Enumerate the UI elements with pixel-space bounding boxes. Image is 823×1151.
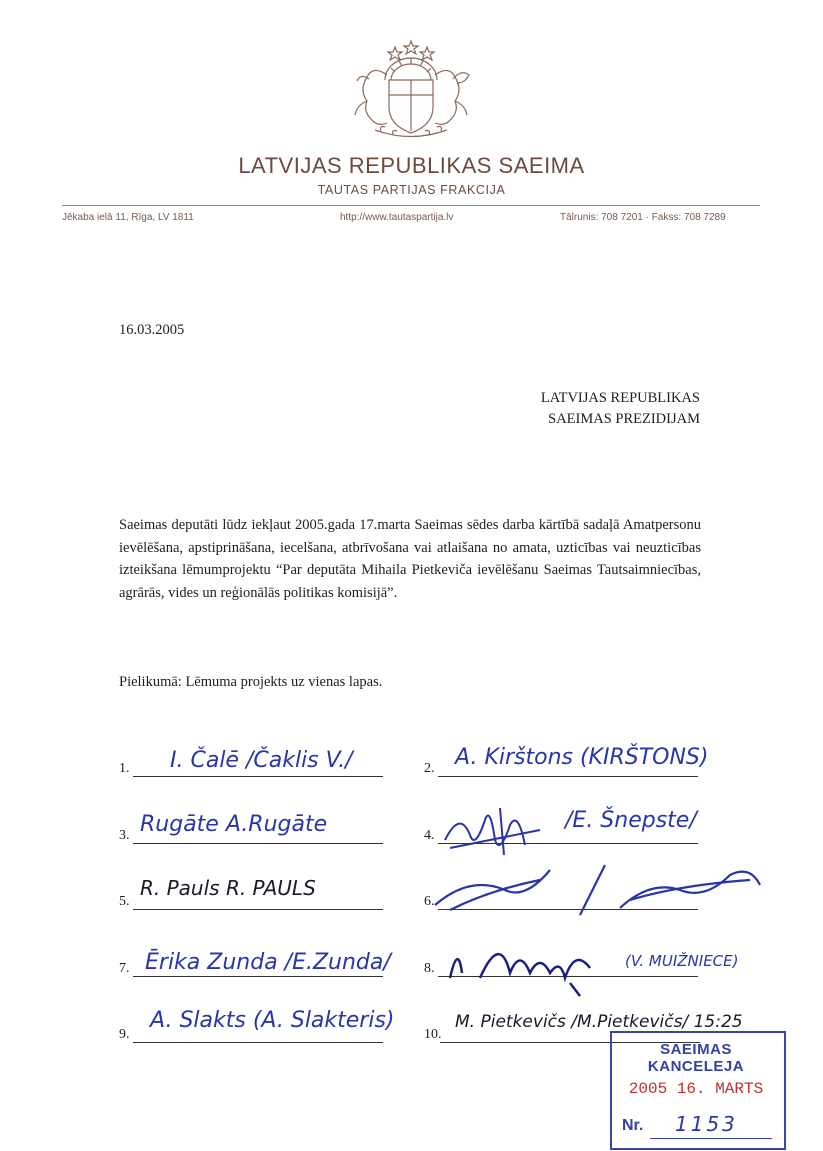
signature-handwriting: Rugāte A.Rugāte <box>140 812 328 837</box>
signature-number: 4. <box>424 828 435 843</box>
signature-number: 6. <box>424 894 435 909</box>
signature-line <box>133 976 383 977</box>
signature-number: 5. <box>119 894 130 909</box>
signature-number: 8. <box>424 961 435 976</box>
addressee-line-1: LATVIJAS REPUBLIKAS <box>540 390 700 406</box>
signature-number: 3. <box>119 828 130 843</box>
letterhead-subtitle: TAUTAS PARTIJAS FRAKCIJA <box>317 183 506 197</box>
letterhead-website: http://www.tautaspartija.lv <box>340 212 454 223</box>
signature-handwriting: /E. Šnepste/ <box>565 808 697 833</box>
signature-handwriting: Ērika Zunda /E.Zunda/ <box>145 950 391 975</box>
signature-scribble <box>440 928 610 998</box>
signature-handwriting: A. Slakts (A. Slakteris) <box>150 1008 395 1033</box>
signature-line <box>133 909 383 910</box>
stamp-date: 2005 16. MARTS <box>628 1080 764 1098</box>
signature-line <box>133 1042 383 1043</box>
stamp-number-line <box>650 1138 772 1139</box>
letterhead-title: LATVIJAS REPUBLIKAS SAEIMA <box>238 153 585 178</box>
letterhead-divider <box>62 205 760 206</box>
signature-line <box>438 776 698 777</box>
signature-handwriting: M. Pietkevičs /M.Pietkevičs/ 15:25 <box>455 1012 743 1032</box>
signature-line <box>133 776 383 777</box>
letter-body <box>119 514 701 604</box>
signature-number: 7. <box>119 961 130 976</box>
letterhead-address: Jēkaba ielā 11, Rīga, LV 1811 <box>62 212 194 223</box>
letter-date: 16.03.2005 <box>119 322 185 338</box>
signature-handwriting: R. Pauls R. PAULS <box>140 876 316 900</box>
stamp-number-label: Nr. <box>622 1117 644 1134</box>
body-text: Saeimas deputāti lūdz iekļaut 2005.gada 17.marta Saeimas sēdes darba kārtībā sadaļā Amatpersonu ievēlēšana, apstiprināšana, iecelšana, atbrīvošana vai atlaišana no amata, uzticības vai neuzticības izteikšana lēmumprojektu “Par deputāta Mihaila Pietkeviča ievēlēšanu Saeimas Tautsaimniecības, agrārās, vides un reģionālās politikas komisijā”. <box>119 517 701 601</box>
signature-scribble <box>440 800 550 860</box>
letterhead-phones: Tālrunis: 708 7201 · Fakss: 708 7289 <box>560 212 726 223</box>
signature-handwriting: I. Čalē /Čaklis V./ <box>170 748 353 773</box>
signature-number: 9. <box>119 1027 130 1042</box>
signature-line <box>133 843 383 844</box>
signature-scribble <box>430 860 770 920</box>
stamp-number-value: 1153 <box>675 1112 738 1136</box>
signature-number: 1. <box>119 761 130 776</box>
signature-number: 2. <box>424 761 435 776</box>
stamp-title: SAEIMAS KANCELEJA <box>647 1041 745 1075</box>
coat-of-arms-icon <box>345 35 477 140</box>
signature-handwriting: A. Kirštons (KIRŠTONS) <box>455 745 709 770</box>
signature-number: 10. <box>424 1027 442 1042</box>
attachment-note: Pielikumā: Lēmuma projekts uz vienas lapas. <box>119 674 383 690</box>
addressee-line-2: SAEIMAS PREZIDIJAM <box>548 411 700 427</box>
signature-handwriting: (V. MUIŽNIECE) <box>625 952 739 970</box>
